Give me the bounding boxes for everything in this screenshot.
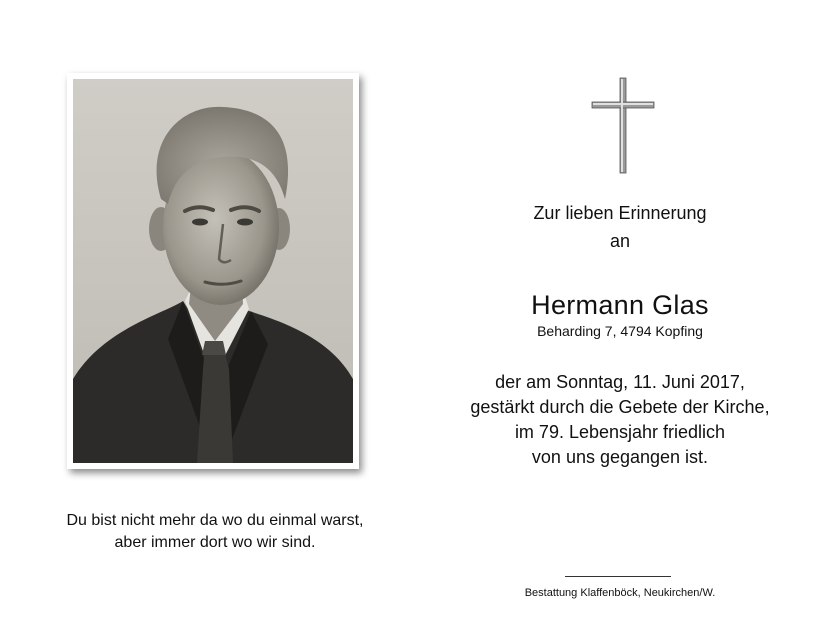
memorial-quote bbox=[20, 510, 410, 554]
obituary-line-3: im 79. Lebensjahr friedlich bbox=[514, 422, 726, 442]
cross-icon bbox=[588, 75, 658, 175]
obituary-text bbox=[440, 370, 800, 470]
remembrance-line-1: Zur lieben Erinnerung bbox=[533, 203, 707, 223]
obituary-line-1: der am Sonntag, 11. Juni 2017, bbox=[495, 372, 745, 392]
remembrance-heading bbox=[440, 199, 800, 255]
remembrance-line-2: an bbox=[609, 231, 631, 251]
quote-line-1: Du bist nicht mehr da wo du einmal warst, bbox=[66, 512, 364, 529]
obituary-line-4: von uns gegangen ist. bbox=[531, 447, 709, 467]
photo-frame bbox=[67, 73, 359, 469]
quote-line-2: aber immer dort wo wir sind. bbox=[114, 534, 316, 551]
undertaker-credit: Bestattung Klaffenböck, Neukirchen/W. bbox=[524, 587, 716, 599]
deceased-address: Beharding 7, 4794 Kopfing bbox=[537, 323, 703, 339]
divider-line bbox=[565, 576, 671, 577]
portrait-illustration bbox=[73, 79, 353, 463]
obituary-line-2: gestärkt durch die Gebete der Kirche, bbox=[470, 397, 770, 417]
deceased-name: Hermann Glas bbox=[531, 290, 709, 320]
portrait-photo bbox=[73, 79, 353, 463]
